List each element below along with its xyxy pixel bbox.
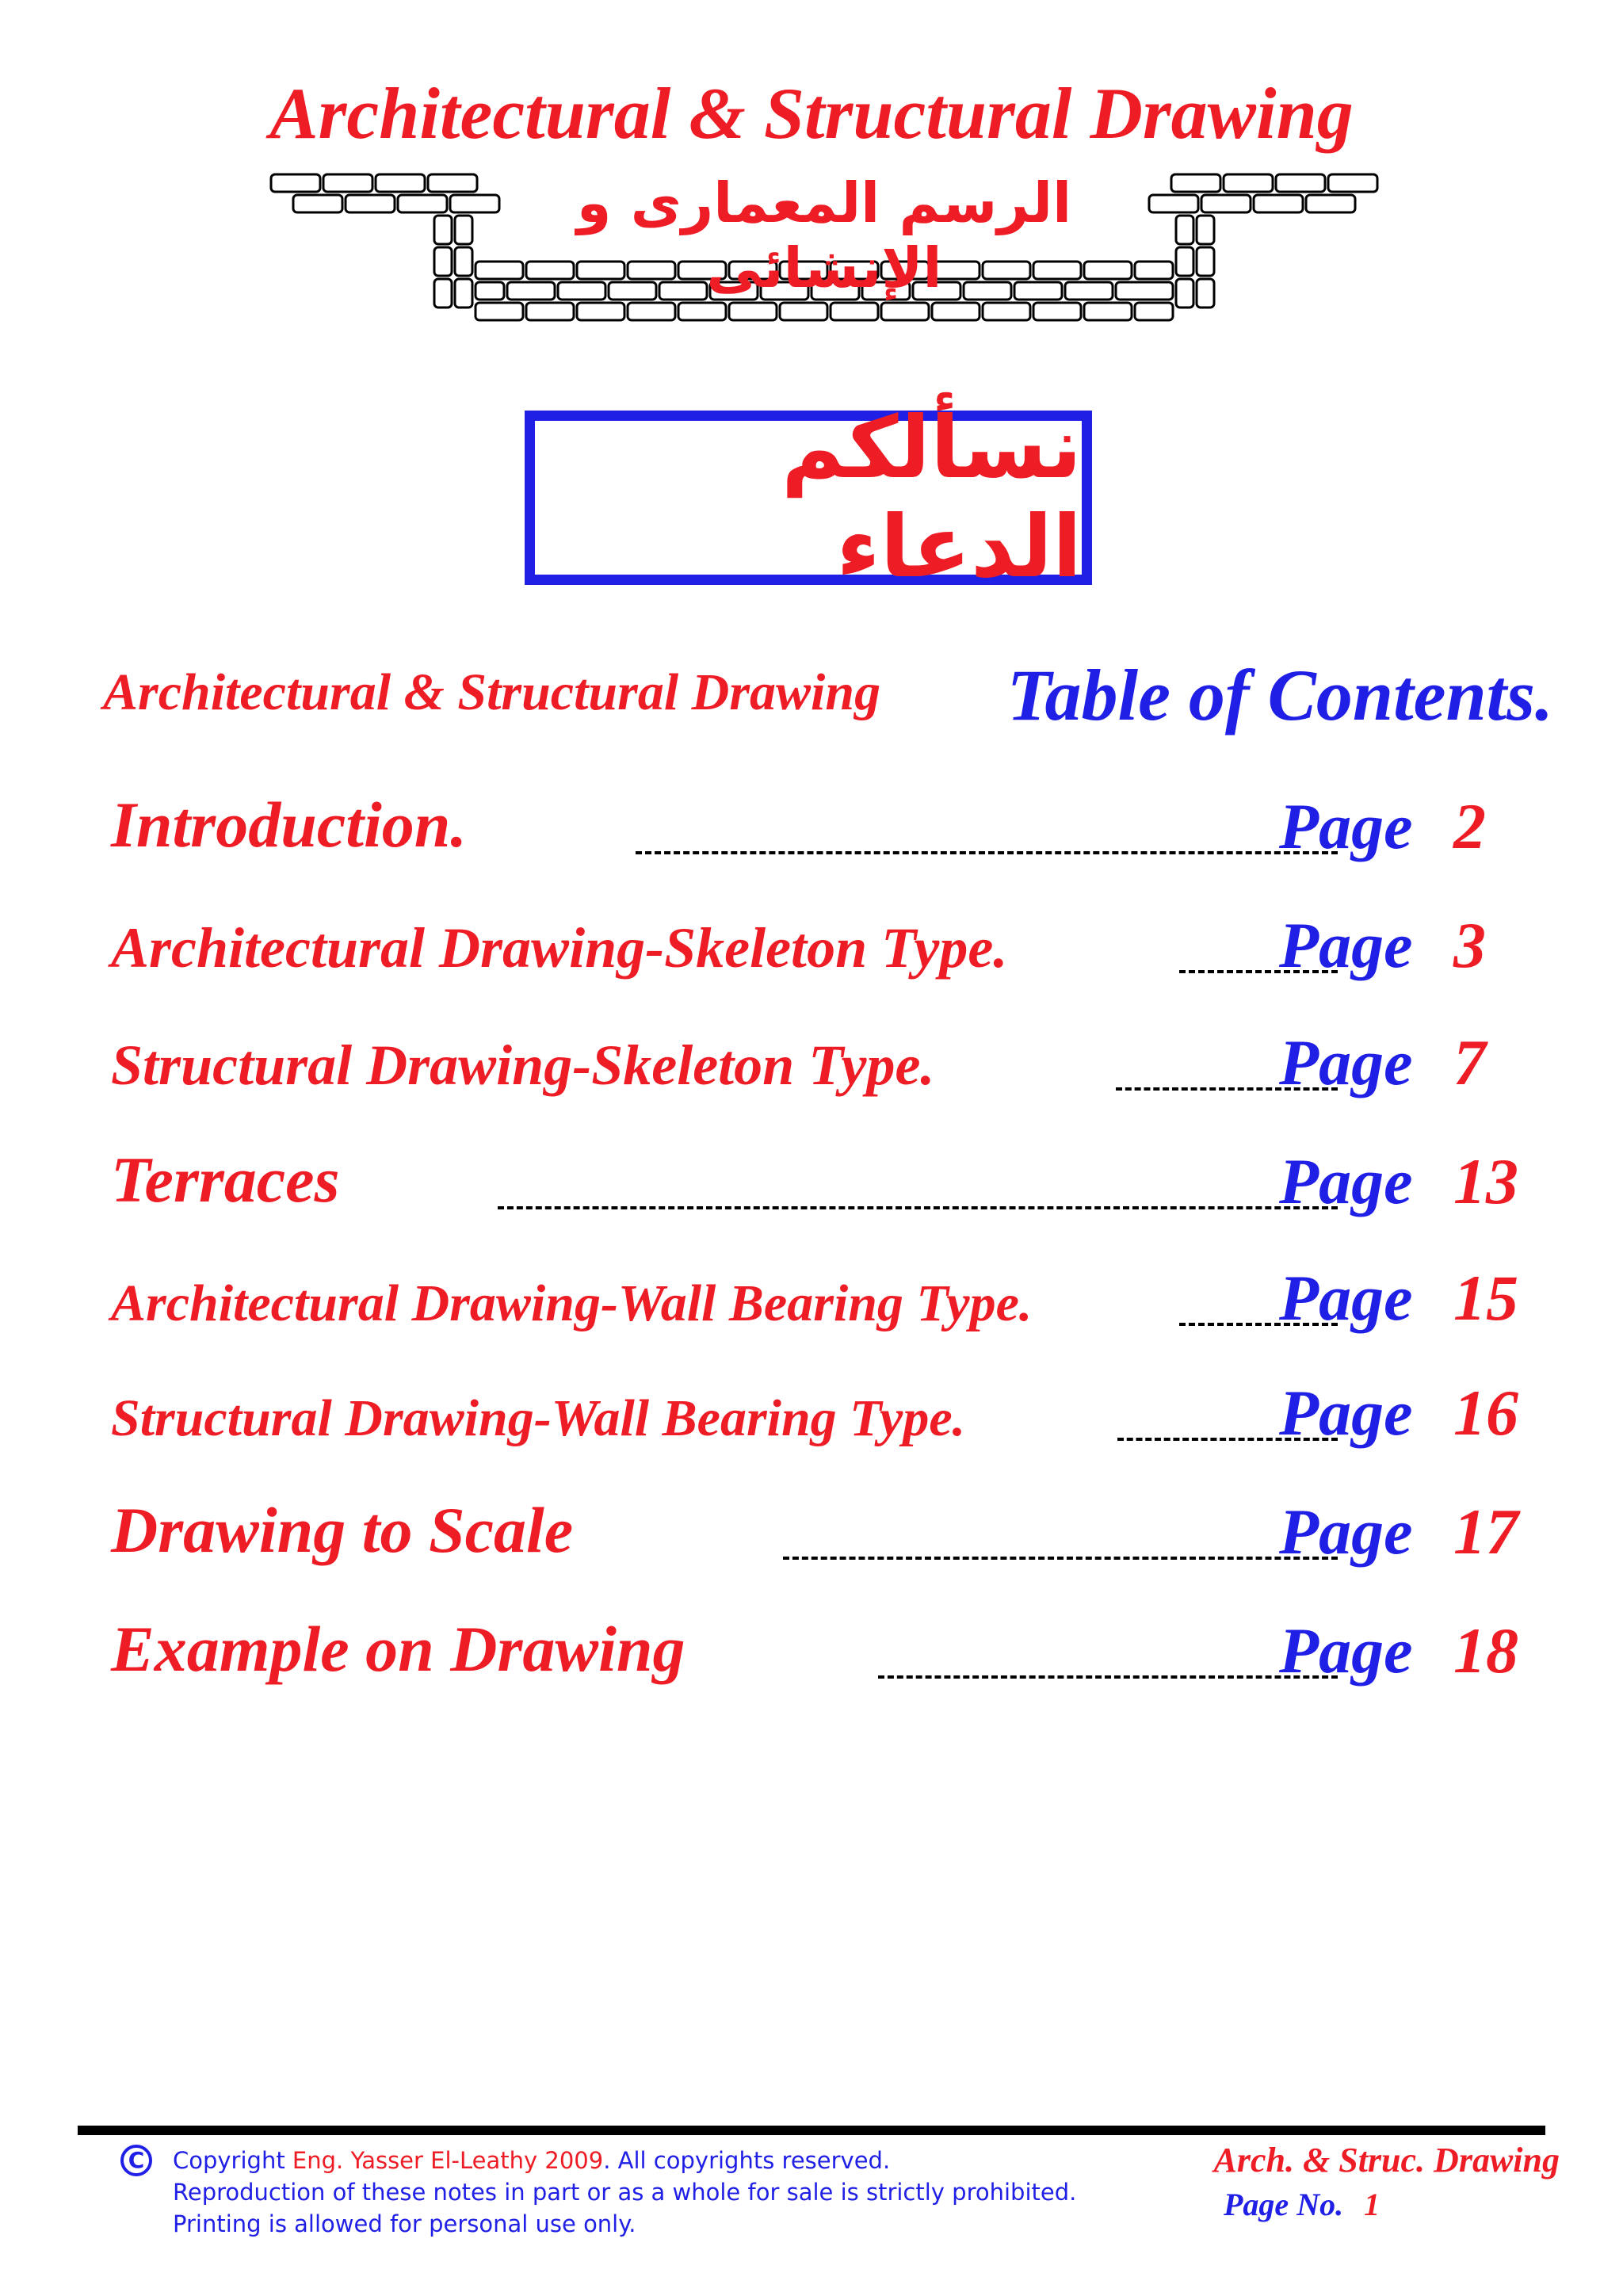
toc-header <box>103 650 1553 737</box>
toc-page-number: 7 <box>1453 1026 1486 1098</box>
toc-leader-dots <box>498 1206 1338 1209</box>
footer-line-1-prefix: Copyright <box>173 2147 292 2174</box>
toc-page-number: 3 <box>1453 909 1486 981</box>
toc-page-number: 16 <box>1453 1377 1518 1449</box>
toc-page-word: Page <box>1279 1262 1413 1334</box>
toc-entry-label: Architectural Drawing-Skeleton Type. <box>111 916 1008 980</box>
footer-page-text: Page No. <box>1224 2187 1344 2222</box>
dua-text: نسألكم الدعاء <box>781 399 1082 597</box>
toc-page-word: Page <box>1279 790 1413 862</box>
toc-subtitle: Architectural & Structural Drawing <box>103 663 881 721</box>
footer-copyright <box>173 2145 1076 2240</box>
footer-author: Eng. Yasser El-Leathy 2009 <box>292 2147 604 2174</box>
footer-page-number: 1 <box>1364 2187 1381 2222</box>
footer-page-label <box>1224 2186 1380 2223</box>
document-title: Architectural & Structural Drawing <box>269 73 1354 154</box>
toc-entry <box>111 1021 1537 1108</box>
toc-title: Table of Contents. <box>1006 655 1553 735</box>
toc-leader-dots <box>783 1557 1338 1560</box>
toc-page-number: 2 <box>1453 790 1486 862</box>
toc-page-word: Page <box>1279 1496 1413 1568</box>
toc-page-word: Page <box>1279 1026 1413 1098</box>
toc-page-word: Page <box>1279 1145 1413 1217</box>
toc-page-number: 13 <box>1453 1145 1518 1217</box>
toc-leader-dots <box>878 1675 1338 1679</box>
toc-entry-label: Introduction. <box>111 789 467 861</box>
toc-entry <box>111 1256 1537 1343</box>
copyright-icon: C <box>120 2145 152 2176</box>
toc-entry <box>111 1371 1537 1458</box>
toc-entry-label: Architectural Drawing-Wall Bearing Type. <box>111 1274 1033 1332</box>
toc-entry <box>111 1490 1537 1577</box>
toc-entry <box>111 785 1537 872</box>
footer-line-1-suffix: . All copyrights reserved. <box>603 2147 891 2174</box>
toc-entry-label: Structural Drawing-Wall Bearing Type. <box>111 1389 966 1447</box>
dua-box <box>525 399 1092 597</box>
toc-entry-label: Example on Drawing <box>111 1613 685 1685</box>
toc-page-number: 18 <box>1453 1614 1518 1687</box>
toc-entry-label: Drawing to Scale <box>111 1494 574 1566</box>
toc-entry <box>111 1609 1537 1696</box>
toc-page-word: Page <box>1279 909 1413 981</box>
toc-page-number: 17 <box>1453 1496 1518 1568</box>
toc-entry-label: Structural Drawing-Skeleton Type. <box>111 1033 935 1097</box>
footer-doc-title: Arch. & Struc. Drawing <box>1213 2141 1560 2179</box>
footer-line-3: Printing is allowed for personal use only. <box>173 2210 636 2237</box>
footer-rule <box>78 2126 1545 2135</box>
toc-leader-dots <box>636 851 1338 854</box>
toc-entry-label: Terraces <box>111 1144 340 1216</box>
toc-page-word: Page <box>1279 1614 1413 1687</box>
toc-entry <box>111 904 1537 991</box>
footer-line-2: Reproduction of these notes in part or as a whole for sale is strictly prohibited. <box>173 2179 1077 2206</box>
toc-entry <box>111 1140 1537 1227</box>
arabic-subtitle: الرسم المعمارى و الإنشائى <box>576 170 1072 300</box>
footer-line-1 <box>173 2145 1076 2176</box>
toc-page-word: Page <box>1279 1377 1413 1449</box>
toc-page-number: 15 <box>1453 1262 1518 1334</box>
